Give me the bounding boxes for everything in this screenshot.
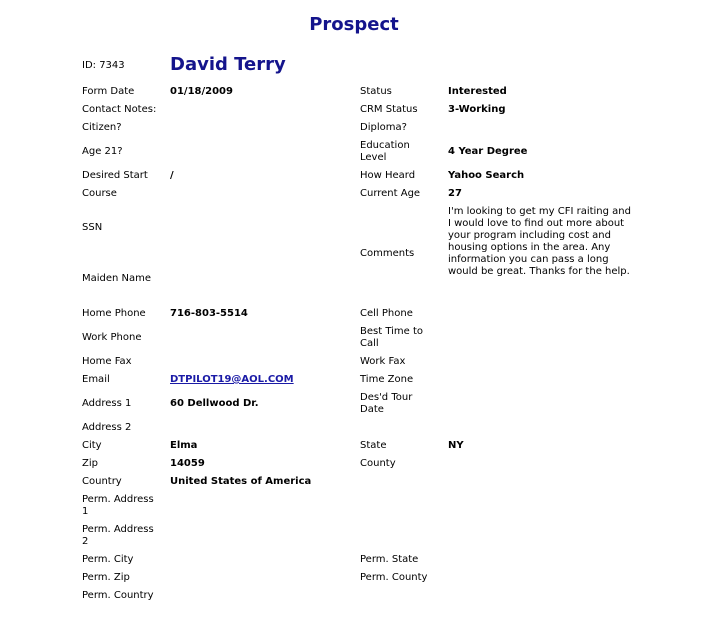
- address1-value: 60 Dellwood Dr.: [170, 398, 259, 409]
- status-value: Interested: [448, 86, 507, 97]
- maiden-name-label: Maiden Name: [82, 273, 152, 284]
- diploma-label: Diploma?: [360, 122, 407, 133]
- work-phone-label: Work Phone: [82, 332, 142, 343]
- city-value: Elma: [170, 440, 198, 451]
- current-age-label: Current Age: [360, 188, 421, 199]
- comments-value: I'm looking to get my CFI raiting and I would love to find out more about your program including cost and housing options in the area. Any information you can pass a long would be great. Thanks for the help.: [448, 206, 631, 277]
- tour-date-label: Des'd Tour Date: [360, 392, 413, 415]
- city-label: City: [82, 440, 102, 451]
- perm-country-label: Perm. Country: [82, 590, 154, 601]
- age21-label: Age 21?: [82, 146, 123, 157]
- desired-start-label: Desired Start: [82, 170, 148, 181]
- how-heard-label: How Heard: [360, 170, 416, 181]
- email-label: Email: [82, 374, 110, 385]
- education-level-value: 4 Year Degree: [448, 146, 528, 157]
- perm-state-label: Perm. State: [360, 554, 419, 565]
- state-value: NY: [448, 440, 464, 451]
- address2-label: Address 2: [82, 422, 132, 433]
- prospect-name: David Terry: [170, 54, 286, 75]
- comments-label: Comments: [360, 248, 415, 259]
- status-label: Status: [360, 86, 392, 97]
- citizen-label: Citizen?: [82, 122, 122, 133]
- home-fax-label: Home Fax: [82, 356, 132, 367]
- form-date-value: 01/18/2009: [170, 86, 233, 97]
- page-title: Prospect: [309, 14, 399, 35]
- best-time-label: Best Time to Call: [360, 326, 424, 349]
- home-phone-value: 716-803-5514: [170, 308, 248, 319]
- home-phone-label: Home Phone: [82, 308, 146, 319]
- current-age-value: 27: [448, 188, 462, 199]
- education-level-label: Education Level: [360, 140, 410, 163]
- time-zone-label: Time Zone: [360, 374, 414, 385]
- perm-county-label: Perm. County: [360, 572, 428, 583]
- address1-label: Address 1: [82, 398, 132, 409]
- prospect-id: ID: 7343: [82, 60, 125, 71]
- state-label: State: [360, 440, 387, 451]
- how-heard-value: Yahoo Search: [448, 170, 525, 181]
- crm-status-label: CRM Status: [360, 104, 418, 115]
- perm-address1-label: Perm. Address 1: [82, 494, 154, 517]
- country-label: Country: [82, 476, 122, 487]
- crm-status-value: 3-Working: [448, 104, 506, 115]
- perm-zip-label: Perm. Zip: [82, 572, 130, 583]
- perm-city-label: Perm. City: [82, 554, 134, 565]
- contact-notes-label: Contact Notes:: [82, 104, 157, 115]
- country-value: United States of America: [170, 476, 312, 487]
- zip-label: Zip: [82, 458, 98, 469]
- ssn-label: SSN: [82, 222, 103, 233]
- work-fax-label: Work Fax: [360, 356, 406, 367]
- cell-phone-label: Cell Phone: [360, 308, 413, 319]
- perm-address2-label: Perm. Address 2: [82, 524, 154, 547]
- county-label: County: [360, 458, 396, 469]
- course-label: Course: [82, 188, 117, 199]
- form-date-label: Form Date: [82, 86, 135, 97]
- zip-value: 14059: [170, 458, 205, 469]
- desired-start-value: /: [170, 170, 174, 181]
- email-link[interactable]: DTPILOT19@AOL.COM: [170, 374, 294, 385]
